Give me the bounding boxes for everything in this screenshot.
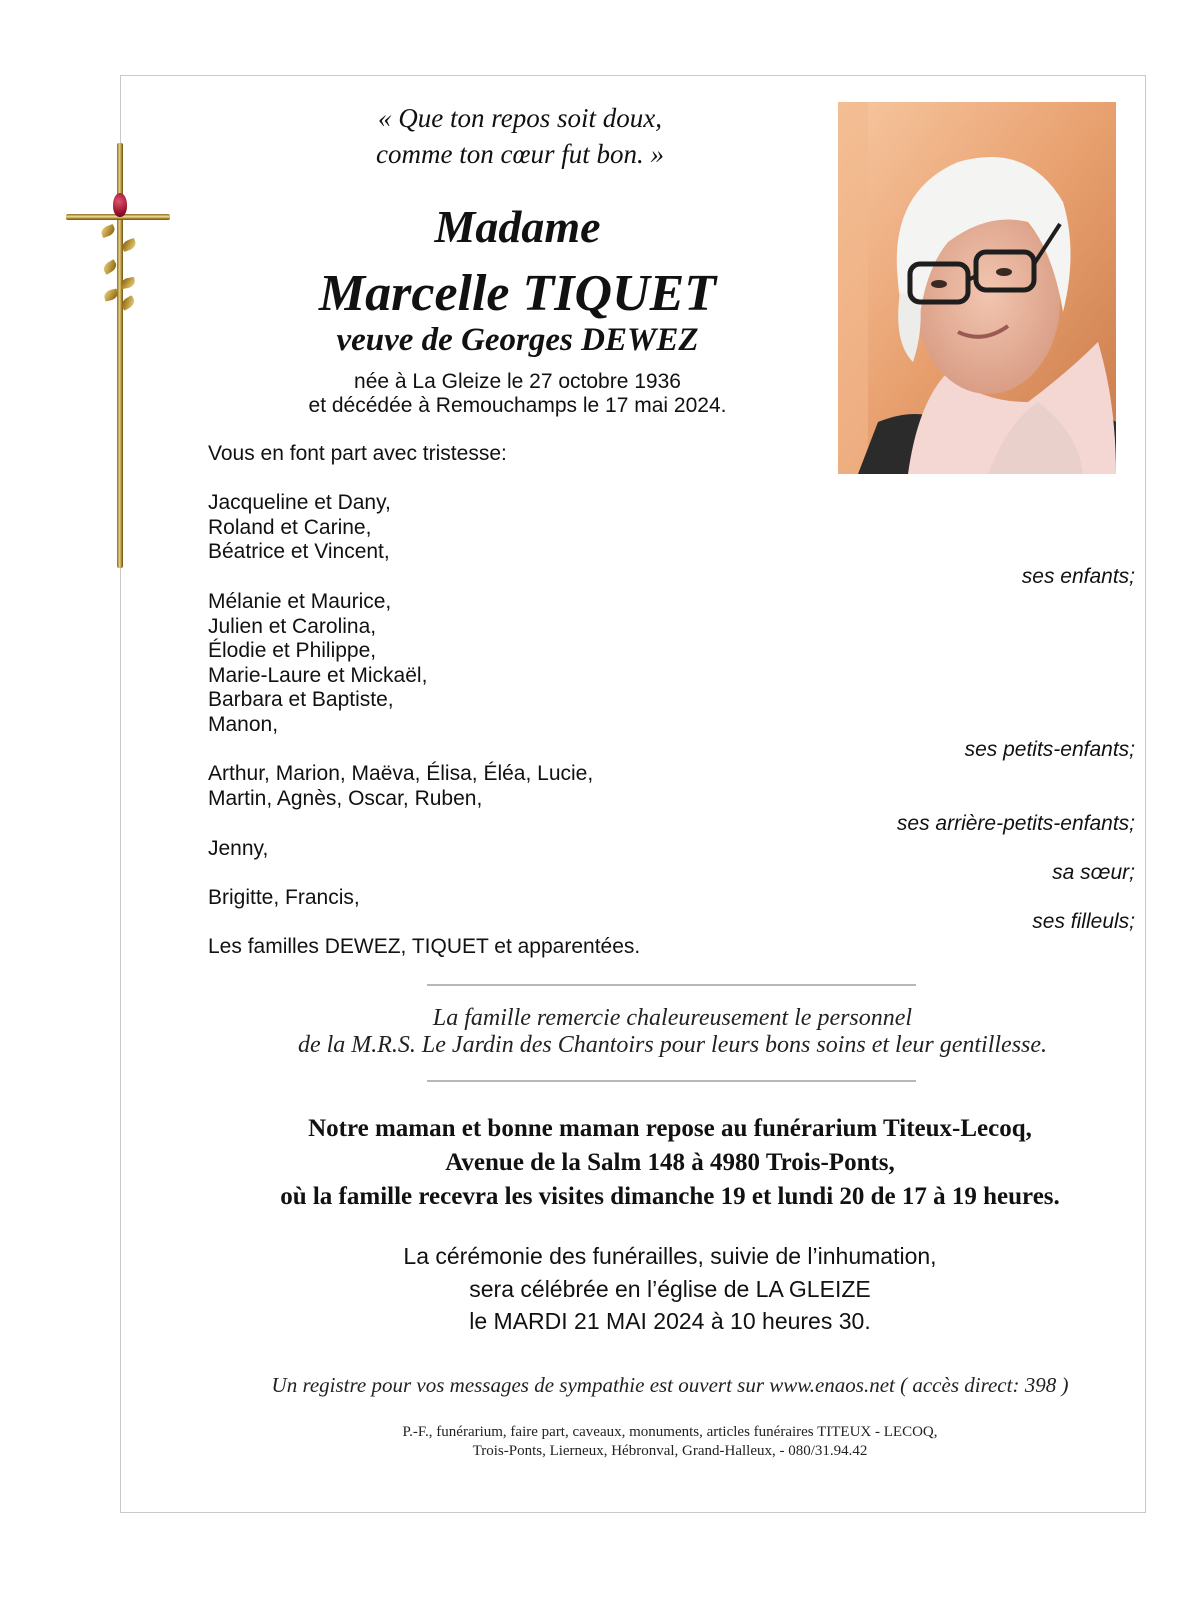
list-item: Élodie et Philippe, <box>208 639 377 663</box>
footer-line: P.-F., funérarium, faire part, caveaux, monuments, articles funéraires TITEUX - LECOQ, <box>402 1424 938 1440</box>
death-line: et décédée à Remouchamps le 17 mai 2024. <box>308 394 727 417</box>
repose-line: Notre maman et bonne maman repose au funérarium Titeux-Lecoq, <box>308 1115 1032 1142</box>
sympathy-registry: Un registre pour vos messages de sympathie est ouvert sur www.enaos.net ( accès direct: 398 ) <box>271 1373 1069 1397</box>
list-item: Arthur, Marion, Maëva, Élisa, Éléa, Lucie, <box>208 762 594 785</box>
sister-label: sa sœur; <box>1052 861 1135 884</box>
intro-text: Vous en font part avec tristesse: <box>208 442 507 465</box>
ceremony-line: sera célébrée en l’église de LA GLEIZE <box>469 1275 871 1302</box>
godchildren-names: Brigitte, Francis, <box>208 886 360 909</box>
list-item: Barbara et Baptiste, <box>208 688 394 712</box>
thanks-note <box>180 1005 1165 1059</box>
great-grandchildren-label: ses arrière-petits-enfants; <box>896 812 1135 835</box>
repose-line: Avenue de la Salm 148 à 4980 Trois-Ponts, <box>445 1149 895 1176</box>
great-grandchildren-list <box>208 762 593 811</box>
divider <box>427 1080 916 1082</box>
life-dates <box>120 370 915 418</box>
title-madame: Madame <box>434 201 601 252</box>
footer-line: Trois-Ponts, Lierneux, Hébronval, Grand-Halleux, - 080/31.94.42 <box>472 1443 868 1459</box>
grandchildren-list <box>208 590 427 738</box>
repose-line: où la famille recevra les visites dimanche 19 et lundi 20 de 17 à 19 heures. <box>280 1183 1060 1210</box>
divider <box>427 984 916 986</box>
funeral-home-footer <box>120 1423 1203 1461</box>
list-item: Martin, Agnès, Oscar, Ruben, <box>208 786 483 810</box>
children-label: ses enfants; <box>1021 565 1135 588</box>
deceased-name: Marcelle TIQUET <box>318 265 717 322</box>
godchildren-label: ses filleuls; <box>1032 910 1135 933</box>
list-item: Mélanie et Maurice, <box>208 590 392 613</box>
repose-info <box>120 1112 1203 1214</box>
list-item: Manon, <box>208 712 279 736</box>
birth-line: née à La Gleize le 27 octobre 1936 <box>354 370 681 393</box>
list-item: Jacqueline et Dany, <box>208 491 391 514</box>
widow-of: veuve de Georges DEWEZ <box>336 322 699 358</box>
ceremony-info <box>120 1240 1203 1338</box>
thanks-line: de la M.R.S. Le Jardin des Chantoirs pour leurs bons soins et leur gentillesse. <box>297 1032 1048 1058</box>
epitaph-quote <box>120 100 920 172</box>
quote-line: « Que ton repos soit doux, <box>378 103 662 133</box>
thanks-line: La famille remercie chaleureusement le personnel <box>432 1005 913 1031</box>
list-item: Béatrice et Vincent, <box>208 540 390 564</box>
ceremony-line: le MARDI 21 MAI 2024 à 10 heures 30. <box>469 1308 871 1334</box>
ceremony-line: La cérémonie des funérailles, suivie de l’inhumation, <box>403 1243 937 1269</box>
list-item: Marie-Laure et Mickaël, <box>208 663 428 687</box>
list-item: Julien et Carolina, <box>208 614 377 638</box>
grandchildren-label: ses petits-enfants; <box>964 738 1135 761</box>
quote-line: comme ton cœur fut bon. » <box>376 139 664 169</box>
families-line: Les familles DEWEZ, TIQUET et apparentées. <box>208 935 641 958</box>
list-item: Roland et Carine, <box>208 515 372 539</box>
sister-name: Jenny, <box>208 837 269 860</box>
children-list <box>208 491 391 565</box>
